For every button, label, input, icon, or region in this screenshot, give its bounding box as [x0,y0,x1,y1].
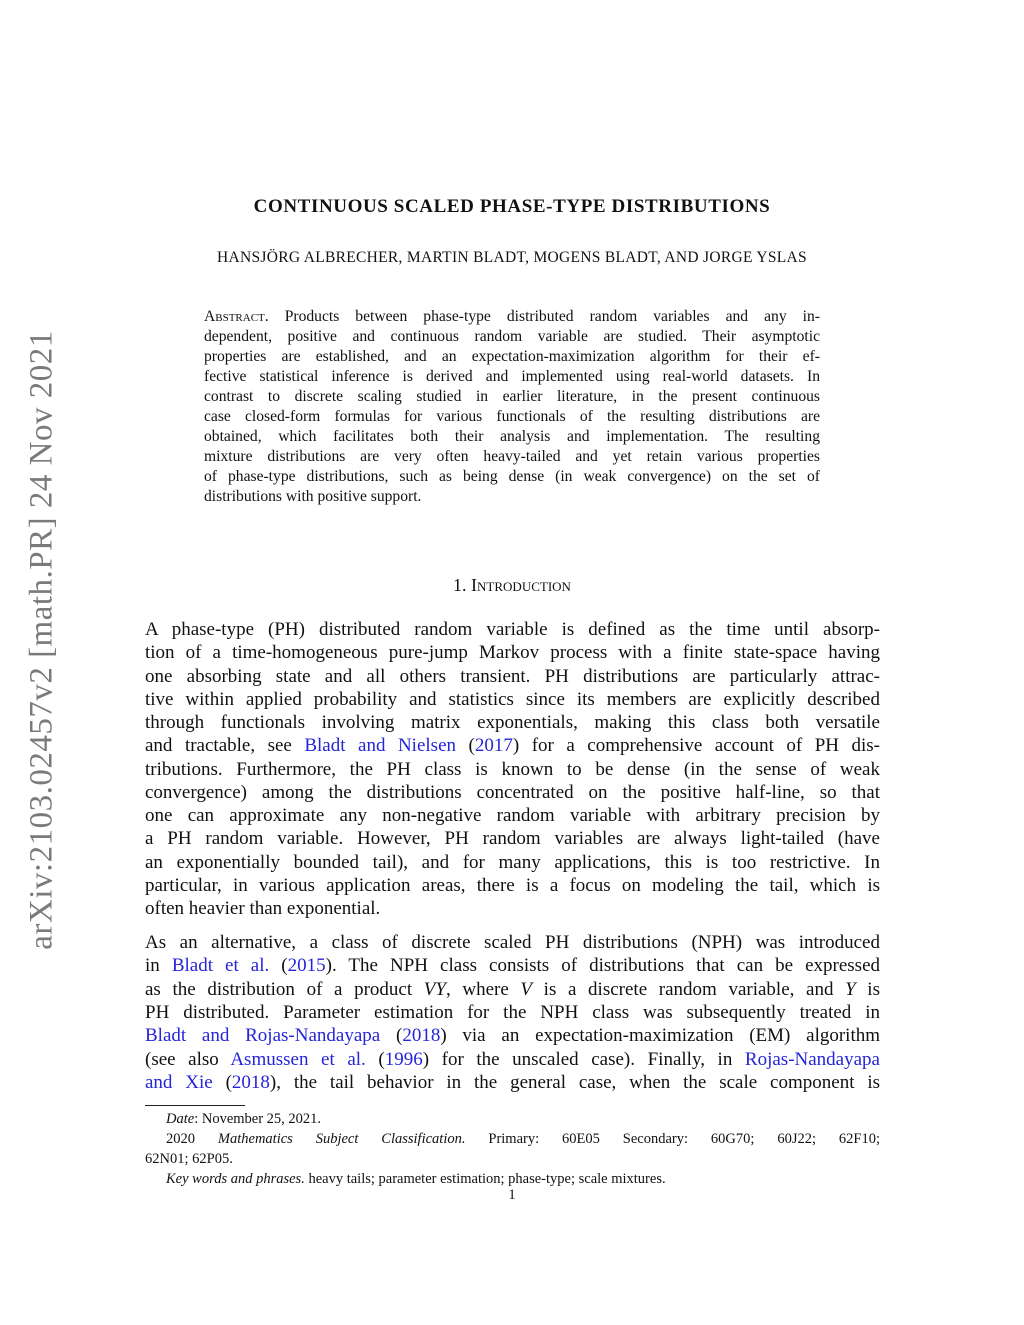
text-segment: ). The NPH class consists of distributions that can be expressed [325,955,881,977]
text-line [204,307,820,327]
text-segment: dependent, positive and continuous random variable are studied. Their asymptotic [204,328,820,345]
text-segment: is [855,978,880,1000]
abstract-label: Abstract. [204,308,269,325]
text-segment: and tractable, see [145,735,305,757]
text-segment: ( [365,1048,385,1070]
text-segment: 62N01; 62P05. [145,1151,233,1167]
text-line [145,758,880,781]
text-segment: : November 25, 2021. [194,1111,322,1127]
text-line [145,1001,880,1024]
text-segment: ( [456,735,475,757]
text-line [145,688,880,711]
text-segment: As an alternative, a class of discrete scaled PH distributions (NPH) was introduced [145,932,880,953]
text-segment: in [145,955,172,977]
text-segment: tive within applied probability and statistics since its members are explicitly described [145,688,880,710]
text-line [166,1109,321,1129]
text-line [145,781,880,804]
text-segment: tributions. Furthermore, the PH class is known to be dense (in the sense of weak [145,758,880,780]
text-line [145,711,880,734]
text-line [204,447,820,467]
text-segment: mixture distributions are very often heavy-tailed and yet retain various properties [204,448,820,465]
text-line [145,618,880,641]
text-segment: an exponentially bounded tail), and for many applications, this is too restrictive. In [145,851,880,873]
text-segment: ) via an expectation-maximization (EM) algorithm [440,1025,881,1047]
citation-link[interactable]: and Xie [145,1071,213,1093]
text-line [145,1071,880,1094]
text-line [145,827,880,850]
text-line [204,387,820,407]
text-segment: (see also [145,1048,231,1070]
citation-link[interactable]: Asmussen et al. [230,1048,366,1070]
text-line [204,487,820,507]
text-segment: Y [845,978,856,1000]
text-segment: Mathematics Subject Classification. [217,1131,466,1147]
text-segment: ), the tail behavior in the general case, when the scale component is [269,1071,880,1093]
text-segment: A phase-type (PH) distributed random variable is defined as the time until absorp- [145,619,880,640]
text-line [145,931,880,954]
footnote-rule [145,1105,245,1106]
text-segment: is a discrete random variable, and [532,978,846,1000]
text-segment: contrast to discrete scaling studied in earlier literature, in the present continuous [204,388,820,405]
text-line [166,1129,880,1149]
text-segment: particular, in various application areas, there is a focus on modeling the tail, which is [145,874,880,896]
text-line [204,347,820,367]
text-segment: Primary: 60E05 Secondary: 60G70; 60J22; 62F10; [465,1131,880,1147]
citation-link[interactable]: 1996 [384,1048,423,1070]
citation-link[interactable]: Rojas-Nandayapa [744,1048,880,1070]
text-segment: ) for the unscaled case). Finally, in [422,1048,745,1070]
authors: HANSJÖRG ALBRECHER, MARTIN BLADT, MOGENS BLADT, AND JORGE YSLAS [217,249,807,266]
text-segment: obtained, which facilitates both their analysis and implementation. The resulting [204,428,820,445]
text-segment: through functionals involving matrix exponentials, making this class both versatile [145,712,880,733]
text-segment: ( [269,955,288,977]
text-segment: distributions with positive support. [204,488,422,505]
text-line [145,851,880,874]
citation-link[interactable]: Bladt and Nielsen [304,735,457,757]
text-line [204,467,820,487]
text-segment: tion of a time-homogeneous pure-jump Markov process with a finite state-space having [145,642,880,664]
paper-title: CONTINUOUS SCALED PHASE-TYPE DISTRIBUTIONS [253,196,771,217]
text-line [145,734,880,757]
text-segment: Date [166,1111,195,1127]
text-line [204,367,820,387]
text-line [145,1149,233,1169]
citation-link[interactable]: 2015 [287,955,326,977]
text-line [145,874,880,897]
page-number: 1 [508,1187,516,1203]
text-segment: Products between phase-type distributed random variables and any in- [268,308,820,325]
text-segment: V [520,978,533,1000]
text-line [204,427,820,447]
text-line [145,1048,880,1071]
text-segment: fective statistical inference is derived and implemented using real-world datasets. In [204,368,820,385]
text-line [145,954,880,977]
text-line [145,804,880,827]
text-segment: a PH random variable. However, PH random variables are always light-tailed (have [145,828,880,850]
text-segment: one absorbing state and all others transient. PH distributions are particularly attrac- [145,665,880,687]
text-line [166,1169,666,1189]
citation-link[interactable]: 2018 [231,1071,270,1093]
text-segment: 2020 [166,1131,218,1147]
text-line [204,407,820,427]
text-segment: VY [423,978,446,1000]
text-segment: ( [380,1025,403,1047]
citation-link[interactable]: 2017 [474,735,513,757]
citation-link[interactable]: Bladt and Rojas-Nandayapa [145,1025,381,1047]
text-segment: ) for a comprehensive account of PH dis- [512,735,881,757]
citation-link[interactable]: Bladt et al. [171,955,270,977]
text-segment: as the distribution of a product [145,978,424,1000]
citation-link[interactable]: 2018 [402,1025,441,1047]
text-line [145,978,880,1001]
text-segment: , where [445,978,521,1000]
text-segment: of phase-type distributions, such as being dense (in weak convergence) on the set of [204,468,820,485]
text-segment: one can approximate any non-negative random variable with arbitrary precision by [145,805,880,826]
text-segment: PH distributed. Parameter estimation for the NPH class was subsequently treated in [145,1001,880,1023]
text-line [204,327,820,347]
text-segment: Key words and phrases. [166,1171,305,1187]
text-segment: properties are established, and an expectation-maximization algorithm for their ef- [204,348,820,365]
text-segment: ( [212,1071,232,1093]
text-segment: often heavier than exponential. [145,898,381,919]
text-line [145,897,880,920]
text-segment: convergence) among the distributions concentrated on the positive half-line, so that [145,781,880,803]
text-segment: heavy tails; parameter estimation; phase-type; scale mixtures. [304,1171,666,1187]
section-heading-introduction: 1. Introduction [453,575,571,595]
text-segment: case closed-form formulas for various functionals of the resulting distributions are [204,408,820,425]
text-line [145,665,880,688]
text-line [145,1024,880,1047]
arxiv-stamp: arXiv:2103.02457v2 [math.PR] 24 Nov 2021 [23,330,60,950]
text-line [145,641,880,664]
